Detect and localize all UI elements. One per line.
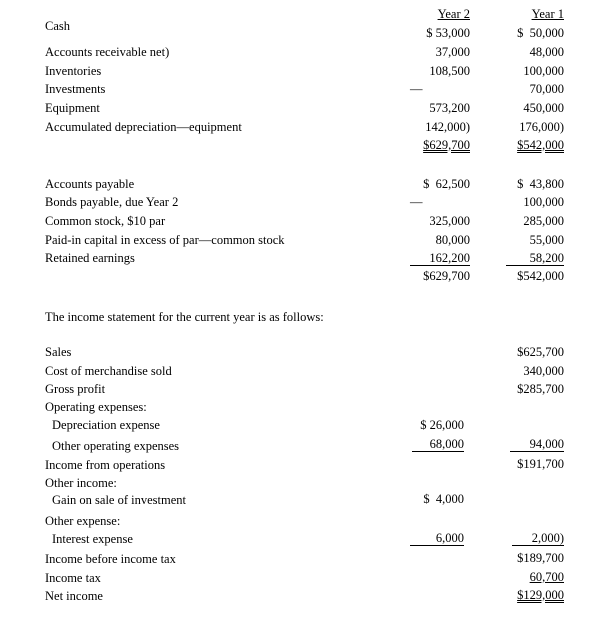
year2-header: Year 2: [437, 7, 470, 21]
paid-in-year1: 55,000: [529, 233, 564, 247]
bonds-year1: 100,000: [523, 195, 564, 209]
gross-profit-label: Gross profit: [45, 382, 106, 396]
sales-label: Sales: [45, 345, 72, 359]
common-stock-year1: 285,000: [523, 214, 564, 228]
income-tax-value: 60,700: [529, 570, 564, 584]
other-operating-total-rule: [510, 451, 564, 452]
accum-dep-label: Accumulated depreciation—equipment: [45, 120, 242, 134]
depreciation-expense-value: $ 26,000: [420, 418, 464, 432]
retained-earnings-year1-rule: [506, 265, 564, 266]
common-stock-year2: 325,000: [429, 214, 470, 228]
other-expense-heading: Other expense:: [45, 514, 121, 528]
other-income-heading: Other income:: [45, 476, 117, 490]
interest-expense-value: 6,000: [435, 531, 464, 545]
income-from-operations-label: Income from operations: [45, 458, 166, 472]
ar-label: Accounts receivable net): [45, 45, 170, 59]
interest-expense-label: Interest expense: [52, 532, 133, 546]
income-tax-label: Income tax: [45, 571, 101, 585]
net-income-value: $129,000: [517, 588, 564, 602]
interest-expense-value-rule: [410, 545, 464, 546]
year1-header: Year 1: [531, 7, 564, 21]
accum-dep-year2: 142,000): [425, 120, 470, 134]
liabilities-total-year2: $629,700: [423, 269, 470, 283]
other-operating-value: 68,000: [429, 437, 464, 451]
income-before-tax-value: $189,700: [517, 551, 564, 565]
common-stock-label: Common stock, $10 par: [45, 214, 166, 228]
depreciation-expense-label: Depreciation expense: [52, 418, 160, 432]
paid-in-year2: 80,000: [435, 233, 470, 247]
gain-on-sale-label: Gain on sale of investment: [52, 493, 186, 507]
equipment-year1: 450,000: [523, 101, 564, 115]
liabilities-total-year1: $542,000: [517, 269, 564, 283]
retained-earnings-year1: 58,200: [529, 251, 564, 265]
cogs-value: 340,000: [523, 364, 564, 378]
investments-label: Investments: [45, 82, 106, 96]
other-operating-label: Other operating expenses: [52, 439, 180, 453]
cash-label: Cash: [45, 19, 70, 33]
interest-expense-total: 2,000): [531, 531, 564, 545]
ar-year2: 37,000: [435, 45, 470, 59]
investments-year1: 70,000: [529, 82, 564, 96]
paid-in-label: Paid-in capital in excess of par—common stock: [45, 233, 285, 247]
cash-year1: $ 50,000: [517, 26, 564, 40]
income-from-operations-value: $191,700: [517, 457, 564, 471]
inventories-year1: 100,000: [523, 64, 564, 78]
operating-expenses-heading: Operating expenses:: [45, 400, 147, 414]
gain-on-sale-value: $ 4,000: [423, 492, 464, 506]
other-operating-value-rule: [412, 451, 464, 452]
sales-value: $625,700: [517, 345, 564, 359]
cogs-label: Cost of merchandise sold: [45, 364, 172, 378]
investments-year2: —: [410, 82, 423, 96]
assets-total-year1: $542,000: [517, 138, 564, 152]
assets-total-year2: $629,700: [423, 138, 470, 152]
accum-dep-year1: 176,000): [519, 120, 564, 134]
retained-earnings-year2: 162,200: [429, 251, 470, 265]
bonds-year2: —: [410, 195, 423, 209]
cash-year2: $ 53,000: [426, 26, 470, 40]
bonds-label: Bonds payable, due Year 2: [45, 195, 179, 209]
ap-year1: $ 43,800: [517, 177, 564, 191]
inventories-year2: 108,500: [429, 64, 470, 78]
equipment-year2: 573,200: [429, 101, 470, 115]
intro-text: The income statement for the current year is as follows:: [45, 310, 324, 324]
interest-expense-total-rule: [512, 545, 564, 546]
gross-profit-value: $285,700: [517, 382, 564, 396]
income-before-tax-label: Income before income tax: [45, 552, 176, 566]
retained-earnings-year2-rule: [410, 265, 470, 266]
inventories-label: Inventories: [45, 64, 102, 78]
ap-year2: $ 62,500: [423, 177, 470, 191]
equipment-label: Equipment: [45, 101, 100, 115]
ar-year1: 48,000: [529, 45, 564, 59]
other-operating-total: 94,000: [529, 437, 564, 451]
retained-earnings-label: Retained earnings: [45, 251, 135, 265]
net-income-label: Net income: [45, 589, 103, 603]
ap-label: Accounts payable: [45, 177, 135, 191]
